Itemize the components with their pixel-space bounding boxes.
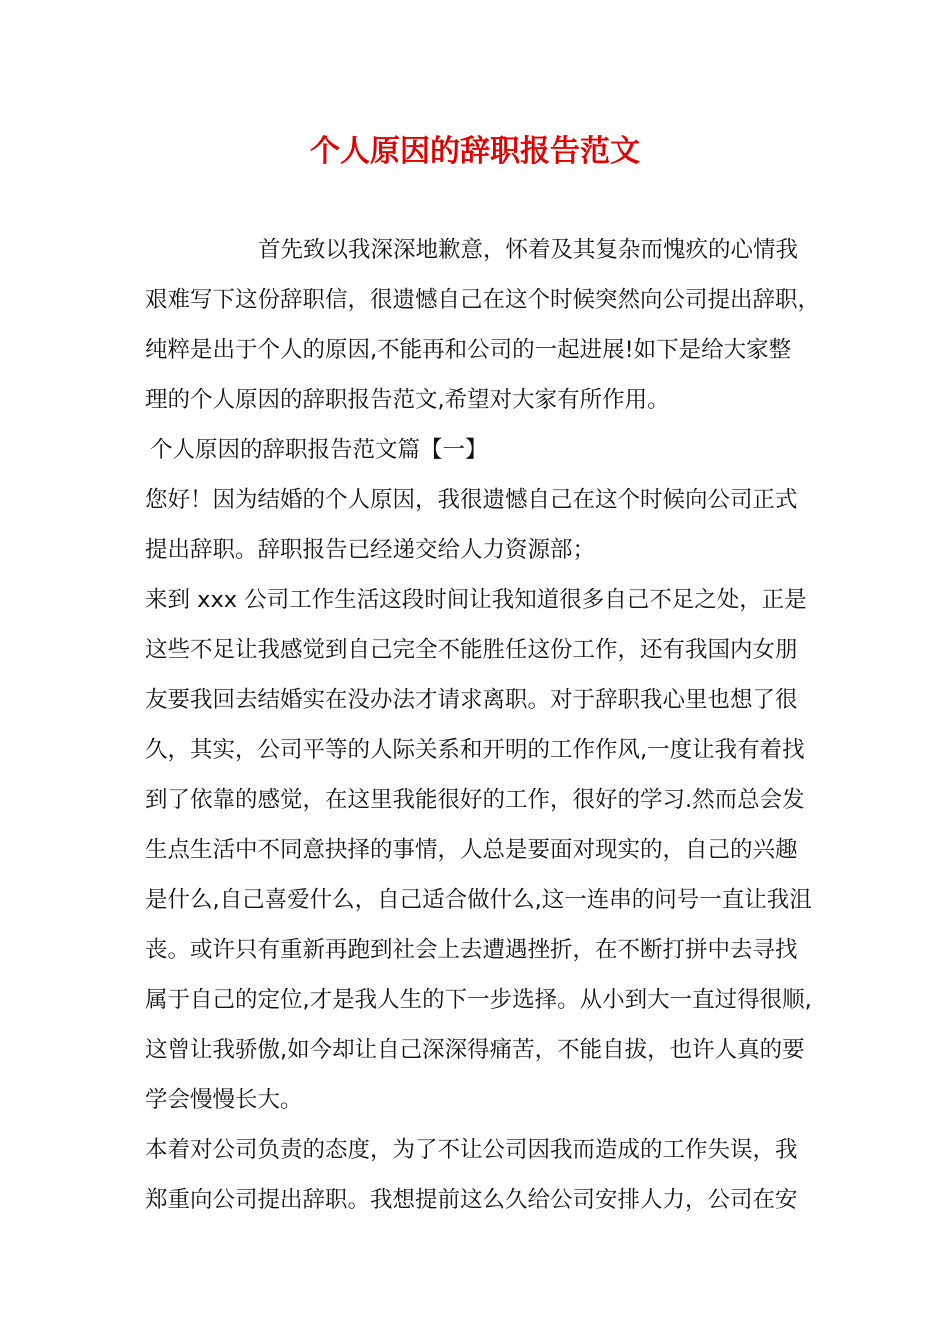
document-title: 个人原因的辞职报告范文 (310, 134, 640, 169)
paragraph-line: 丧。或许只有重新再跑到社会上去遭遇挫折，在不断打拼中去寻找 (145, 937, 798, 963)
paragraph-line: 来到 xxx 公司工作生活这段时间让我知道很多自己不足之处，正是 (145, 587, 807, 613)
paragraph-line: 友要我回去结婚实在没办法才请求离职。对于辞职我心里也想了很 (145, 687, 798, 713)
section-heading: 个人原因的辞职报告范文篇【一】 (150, 437, 488, 463)
paragraph-line: 提出辞职。辞职报告已经递交给人力资源部； (145, 537, 596, 563)
paragraph-line: 理的个人原因的辞职报告范文,希望对大家有所作用。 (145, 387, 670, 413)
paragraph-line: 您好！因为结婚的个人原因，我很遗憾自己在这个时候向公司正式 (145, 487, 798, 513)
paragraph-line: 郑重向公司提出辞职。我想提前这么久给公司安排人力，公司在安 (145, 1187, 798, 1213)
paragraph-line: 学会慢慢长大。 (145, 1087, 303, 1113)
paragraph-line: 这曾让我骄傲,如今却让自己深深得痛苦，不能自拔，也许人真的要 (145, 1037, 805, 1063)
paragraph-line: 这些不足让我感觉到自己完全不能胜任这份工作，还有我国内女朋 (145, 637, 798, 663)
paragraph-line: 首先致以我深深地歉意，怀着及其复杂而愧疚的心情我 (258, 237, 799, 263)
paragraph-line: 久，其实，公司平等的人际关系和开明的工作作风,一度让我有着找 (145, 737, 805, 763)
paragraph-line: 本着对公司负责的态度，为了不让公司因我而造成的工作失误，我 (145, 1137, 798, 1163)
paragraph-line: 是什么,自己喜爱什么，自己适合做什么,这一连串的问号一直让我沮 (145, 887, 812, 913)
paragraph-line: 生点生活中不同意抉择的事情，人总是要面对现实的，自己的兴趣 (145, 837, 798, 863)
paragraph-line: 属于自己的定位,才是我人生的下一步选择。从小到大一直过得很顺, (145, 987, 812, 1013)
paragraph-line: 到了依靠的感觉，在这里我能很好的工作，很好的学习.然而总会发 (145, 787, 805, 813)
paragraph-line: 艰难写下这份辞职信，很遗憾自己在这个时候突然向公司提出辞职， (145, 287, 821, 313)
paragraph-line: 纯粹是出于个人的原因,不能再和公司的一起进展!如下是给大家整 (145, 337, 792, 363)
